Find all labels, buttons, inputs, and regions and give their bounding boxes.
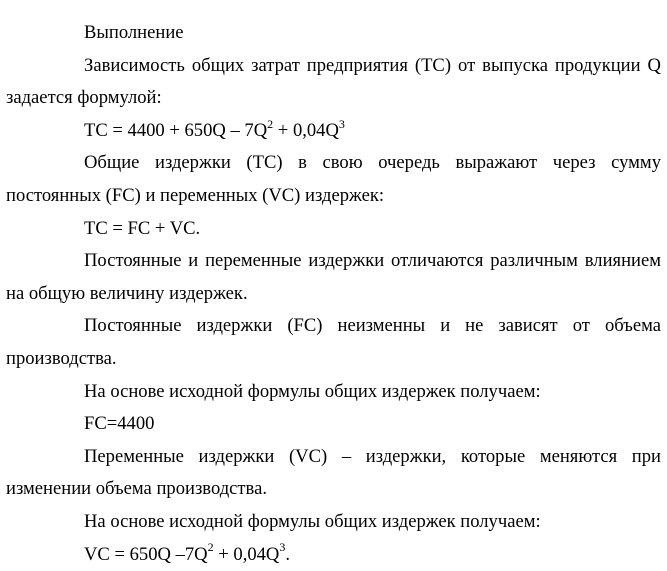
paragraph-1-line-2: задается формулой: bbox=[6, 82, 661, 115]
paragraph-3-line-1: Постоянные и переменные издержки отличаются различным влиянием bbox=[6, 245, 661, 278]
paragraph-6-line-1: Переменные издержки (VC) – издержки, которые меняются при bbox=[6, 441, 661, 474]
paragraph-2-line-1: Общие издержки (ТС) в свою очередь выражают через сумму bbox=[6, 147, 661, 180]
paragraph-3-line-2: на общую величину издержек. bbox=[6, 278, 661, 311]
paragraph-4-line-2: производства. bbox=[6, 343, 661, 376]
exponent: 2 bbox=[208, 540, 214, 554]
formula-fixed-cost: FC=4400 bbox=[6, 408, 661, 441]
exponent: 3 bbox=[279, 540, 285, 554]
paragraph-7: На основе исходной формулы общих издержек получаем: bbox=[6, 506, 661, 539]
formula-sum: ТС = FC + VC. bbox=[6, 213, 661, 246]
paragraph-6-line-2: изменении объема производства. bbox=[6, 473, 661, 506]
formula-total-cost: ТС = $4400 + 650Q - 7Q^2 + 0,04Q^3$ bbox=[6, 115, 661, 148]
formula-variable-cost: VC = 650Q $-7Q^2 + 0,04Q^3$. bbox=[6, 539, 661, 571]
paragraph-1-line-1: Зависимость общих затрат предприятия (ТС) от выпуска продукции Q bbox=[6, 50, 661, 83]
paragraph-4-line-1: Постоянные издержки (FC) неизменны и не зависят от объема bbox=[6, 310, 661, 343]
exponent: 2 bbox=[267, 117, 273, 131]
exponent: 3 bbox=[339, 117, 345, 131]
paragraph-2-line-2: постоянных (FC) и переменных (VC) издержек: bbox=[6, 180, 661, 213]
paragraph-5: На основе исходной формулы общих издержек получаем: bbox=[6, 376, 661, 409]
section-heading: Выполнение bbox=[6, 17, 661, 50]
